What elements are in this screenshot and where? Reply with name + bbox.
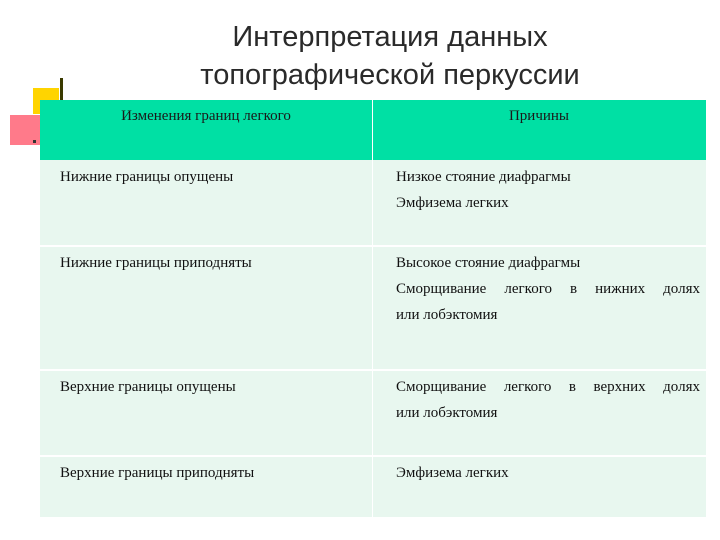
slide-title — [150, 18, 630, 94]
row-4-change: Верхние границы приподняты — [60, 465, 255, 481]
table-row — [40, 370, 706, 456]
interpretation-table — [40, 100, 706, 517]
row-1-cause-2: Эмфизема легких — [396, 195, 509, 211]
header-causes: Причины — [508, 108, 570, 124]
row-2-cause-2: Сморщивание легкого в нижних долях — [396, 281, 700, 297]
table-row — [40, 160, 706, 246]
row-divider — [40, 245, 706, 247]
header-changes: Изменения границ легкого — [121, 108, 291, 124]
row-3-causes — [372, 370, 706, 456]
row-1-cause-1: Низкое стояние диафрагмы — [396, 169, 571, 185]
row-3-cause-2: или лобэктомия — [396, 405, 498, 421]
table-row — [40, 246, 706, 370]
decor-dot — [33, 140, 36, 143]
row-divider — [40, 369, 706, 371]
row-2-cause-3: или лобэктомия — [396, 307, 498, 323]
row-3-cause-1: Сморщивание легкого в верхних долях — [396, 379, 700, 395]
decor-vertical-line — [60, 78, 63, 102]
slide-title-line-1: Интерпретация данных — [232, 21, 548, 53]
row-4-causes — [372, 456, 706, 517]
row-2-cause-1: Высокое стояние диафрагмы — [396, 255, 581, 271]
table-header-row — [40, 100, 706, 160]
row-4-cause-1: Эмфизема легких — [396, 465, 509, 481]
slide-title-line-2: топографической перкуссии — [200, 59, 580, 91]
row-2-causes — [372, 246, 706, 370]
row-2-change: Нижние границы приподняты — [60, 255, 252, 271]
table-row — [40, 456, 706, 517]
row-1-change: Нижние границы опущены — [60, 169, 234, 185]
row-divider — [40, 455, 706, 457]
row-1-causes — [372, 160, 706, 246]
row-3-change: Верхние границы опущены — [60, 379, 236, 395]
